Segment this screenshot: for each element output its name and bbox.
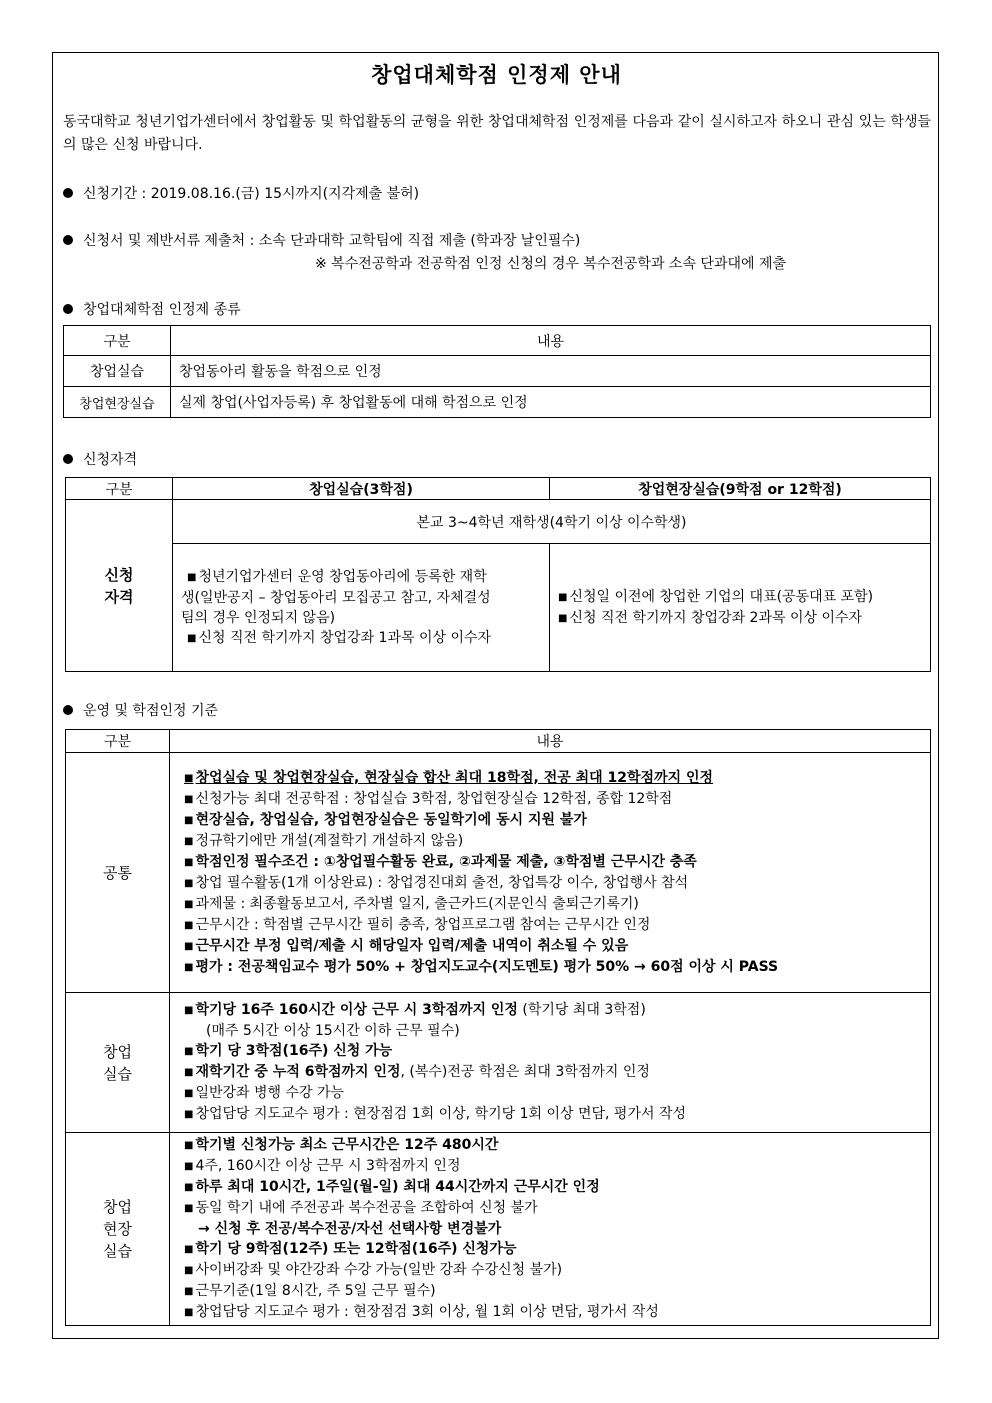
row-label: 창업 실습 — [66, 993, 170, 1133]
square-bullet-icon: ■ — [184, 898, 194, 910]
row-label: 창업실습 — [64, 356, 171, 387]
row-label: 창업 현장 실습 — [66, 1133, 170, 1326]
document-frame — [52, 52, 939, 1339]
square-bullet-icon: ■ — [184, 1286, 194, 1297]
table-row — [64, 356, 931, 387]
table-row — [66, 500, 931, 544]
table-row — [66, 1133, 931, 1326]
common-criteria: ■ 창업실습 및 창업현장실습, 현장실습 합산 최대 18학점, 전공 최대 12학점까지 인정 ■ 신청가능 최대 전공학점 : 창업실습 3학점, 창업현장실습 12학점, 종합 12학점 ■ 현장실습, 창업실습, 창업현장실습은 동일학기에 동시 지원 불가 ■ 정규학기에만 개설(계절학기 개설하지 않음) ■ 학점인정 필수조건 : ①창업필수활동 완료, ②과제물 제출, ③학점별 근무시간 충족 ■ 창업 필수활동(1개 이상완료) : 창업경진대회 출전, 창업특강 이수, 창업행사 참석 ■ 과제물 : 최종활동보고서, 주차별 일지, 출근카드(지문인식 출퇴근기록기) ■ 근무시간 : 학점별 근무시간 필히 충족, 창업프로그램 참여는 근무시간 인정 ■ 근무시간 부정 입력/제출 시 해당일자 입력/제출 내역이 취소될 수 있음 ■ 평가 : 전공책임교수 평가 50% + 창업지도교수(지도멘토) 평가 50% → 60점 이상 시 PASS — [170, 753, 931, 993]
table-row — [66, 993, 931, 1133]
square-bullet-icon: ■ — [184, 877, 194, 889]
bullet-icon — [63, 188, 73, 198]
square-bullet-icon: ■ — [184, 856, 194, 868]
column-header: 구분 — [66, 730, 170, 753]
column-header: 구분 — [66, 478, 173, 500]
square-bullet-icon: ■ — [184, 1088, 194, 1099]
submission-note: ※ 복수전공학과 전공학점 인정 신청의 경우 복수전공학과 소속 단과대에 제출 — [315, 256, 787, 272]
types-table — [63, 325, 931, 418]
square-bullet-icon: ■ — [184, 961, 194, 973]
bullet-icon — [63, 235, 73, 245]
square-bullet-icon: ■ — [184, 1265, 194, 1276]
practice-eligibility: ■ 청년기업가센터 운영 창업동아리에 등록한 재학 생(일반공지 – 창업동아리 모집공고 참고, 자체결성 팀의 경우 인정되지 않음) ■ 신청 직전 학기까지 창업강좌 1과목 이상 이수자 — [173, 544, 550, 672]
table-row — [66, 544, 931, 672]
table-header-row — [66, 478, 931, 500]
square-bullet-icon: ■ — [184, 1067, 194, 1078]
intro-paragraph: 동국대학교 청년기업가센터에서 창업활동 및 학업활동의 균형을 위한 창업대체학점 인정제를 다음과 같이 실시하고자 하오니 관심 있는 학생들의 많은 신청 바랍니다. — [63, 114, 931, 153]
column-header: 내용 — [170, 730, 931, 753]
bullet-icon — [63, 304, 73, 314]
row-content: 창업동아리 활동을 학점으로 인정 — [171, 356, 931, 387]
table-header-row — [64, 326, 931, 356]
row-label: 신청 자격 — [66, 500, 173, 672]
practice-criteria: ■ 학기당 16주 160시간 이상 근무 시 3학점까지 인정 (학기당 최대 3학점) (매주 5시간 이상 15시간 이하 근무 필수) ■ 학기 당 3학점(16주) 신청 가능 ■ 재학기간 중 누적 6학점까지 인정, (복수)전공 학점은 최대 3학점까지 인정 ■ 일반강좌 병행 수강 가능 ■ 창업담당 지도교수 평가 : 현장점검 1회 이상, 학기당 1회 이상 면담, 평가서 작성 — [170, 993, 931, 1133]
column-header: 창업현장실습(9학점 or 12학점) — [550, 478, 931, 500]
square-bullet-icon: ■ — [184, 772, 194, 784]
square-bullet-icon: ■ — [184, 835, 194, 847]
row-label: 창업현장실습 — [64, 387, 171, 418]
types-heading: 창업대체학점 인정제 종류 — [63, 299, 241, 319]
square-bullet-icon: ■ — [184, 1244, 194, 1255]
criteria-table — [65, 729, 931, 1326]
square-bullet-icon: ■ — [558, 591, 568, 603]
table-header-row — [66, 730, 931, 753]
square-bullet-icon: ■ — [184, 1140, 194, 1151]
eligibility-table — [65, 477, 931, 672]
square-bullet-icon: ■ — [187, 571, 197, 583]
common-eligibility: 본교 3~4학년 재학생(4학기 이상 이수학생) — [173, 500, 931, 544]
criteria-heading: 운영 및 학점인정 기준 — [63, 700, 218, 720]
row-label: 공통 — [66, 753, 170, 993]
square-bullet-icon: ■ — [558, 612, 568, 624]
table-row — [64, 387, 931, 418]
square-bullet-icon: ■ — [184, 1182, 194, 1193]
field-eligibility: ■ 신청일 이전에 창업한 기업의 대표(공동대표 포함) ■ 신청 직전 학기까지 창업강좌 2과목 이상 이수자 — [550, 544, 931, 672]
square-bullet-icon: ■ — [184, 1161, 194, 1172]
row-content: 실제 창업(사업자등록) 후 창업활동에 대해 학점으로 인정 — [171, 387, 931, 418]
field-criteria: ■ 학기별 신청가능 최소 근무시간은 12주 480시간 ■ 4주, 160시간 이상 근무 시 3학점까지 인정 ■ 하루 최대 10시간, 1주일(월-일) 최대 44시간까지 근무시간 인정 ■ 동일 학기 내에 주전공과 복수전공을 조합하여 신청 불가 → 신청 후 전공/복수전공/자선 선택사항 변경불가 ■ 학기 당 9학점(12주) 또는 12학점(16주) 신청가능 ■ 사이버강좌 및 야간강좌 수강 가능(일반 강좌 수강신청 불가) ■ 근무기준(1일 8시간, 주 5일 근무 필수) ■ 창업담당 지도교수 평가 : 현장점검 3회 이상, 월 1회 이상 면담, 평가서 작성 — [170, 1133, 931, 1326]
bullet-icon — [63, 705, 73, 715]
square-bullet-icon: ■ — [184, 940, 194, 952]
square-bullet-icon: ■ — [184, 1046, 194, 1057]
submission-line: 신청서 및 제반서류 제출처 : 소속 단과대학 교학팀에 직접 제출 (학과장 날인필수) — [63, 230, 580, 250]
eligibility-heading: 신청자격 — [63, 449, 137, 469]
page-title: 창업대체학점 인정제 안내 — [371, 63, 622, 87]
square-bullet-icon: ■ — [184, 1005, 194, 1016]
column-header: 창업실습(3학점) — [173, 478, 550, 500]
square-bullet-icon: ■ — [184, 1307, 194, 1318]
square-bullet-icon: ■ — [184, 1109, 194, 1120]
column-header: 내용 — [171, 326, 931, 356]
period-line: 신청기간 : 2019.08.16.(금) 15시까지(지각제출 불허) — [63, 183, 419, 203]
square-bullet-icon: ■ — [187, 632, 197, 644]
bullet-icon — [63, 454, 73, 464]
square-bullet-icon: ■ — [184, 919, 194, 931]
square-bullet-icon: ■ — [184, 814, 194, 826]
table-row — [66, 753, 931, 993]
square-bullet-icon: ■ — [184, 1203, 194, 1214]
square-bullet-icon: ■ — [184, 793, 194, 805]
column-header: 구분 — [64, 326, 171, 356]
